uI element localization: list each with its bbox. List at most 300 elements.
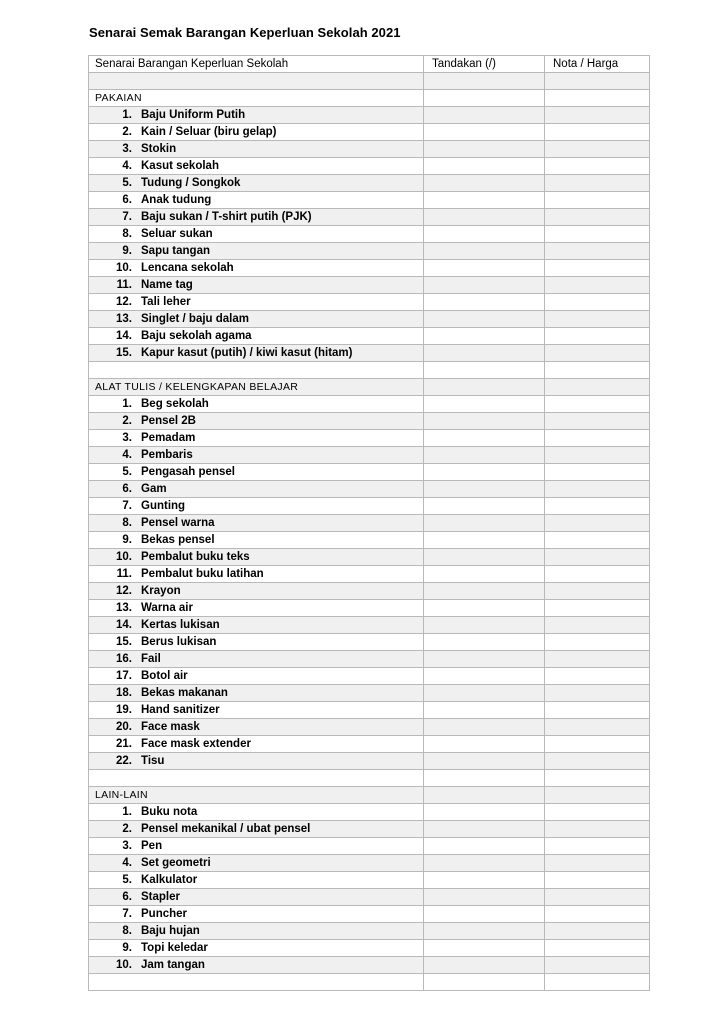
item-row (89, 260, 650, 277)
notes-cell[interactable] (545, 855, 650, 872)
check-cell[interactable] (424, 685, 545, 702)
check-cell[interactable] (424, 447, 545, 464)
item-row (89, 107, 650, 124)
item-number: 5. (122, 466, 132, 478)
item-row (89, 855, 650, 872)
check-cell[interactable] (424, 277, 545, 294)
item-number: 6. (122, 194, 132, 206)
item-number: 7. (122, 500, 132, 512)
item-row (89, 940, 650, 957)
item-number: 4. (122, 449, 132, 461)
notes-cell[interactable] (545, 583, 650, 600)
item-number: 22. (116, 755, 132, 767)
item-label: Gam (141, 483, 167, 495)
item-number: 6. (122, 483, 132, 495)
item-row (89, 158, 650, 175)
item-label: Set geometri (141, 857, 211, 869)
item-cell (89, 957, 424, 974)
notes-cell[interactable] (545, 804, 650, 821)
notes-cell[interactable] (545, 617, 650, 634)
item-number: 6. (122, 891, 132, 903)
item-cell (89, 328, 424, 345)
notes-cell[interactable] (545, 549, 650, 566)
check-cell[interactable] (424, 889, 545, 906)
check-cell[interactable] (424, 158, 545, 175)
check-cell[interactable] (424, 141, 545, 158)
item-number: 14. (116, 619, 132, 631)
item-row (89, 498, 650, 515)
check-cell (424, 787, 545, 804)
check-cell[interactable] (424, 804, 545, 821)
item-row (89, 889, 650, 906)
item-number: 12. (116, 296, 132, 308)
item-row (89, 566, 650, 583)
item-row (89, 736, 650, 753)
item-row (89, 413, 650, 430)
item-row (89, 617, 650, 634)
item-cell (89, 566, 424, 583)
check-cell[interactable] (424, 906, 545, 923)
item-cell (89, 464, 424, 481)
item-cell (89, 124, 424, 141)
item-label: Berus lukisan (141, 636, 217, 648)
item-label: Bekas pensel (141, 534, 215, 546)
item-cell (89, 719, 424, 736)
notes-cell[interactable] (545, 141, 650, 158)
notes-cell[interactable] (545, 923, 650, 940)
notes-cell[interactable] (545, 906, 650, 923)
notes-cell[interactable] (545, 158, 650, 175)
item-number: 2. (122, 126, 132, 138)
notes-cell[interactable] (545, 736, 650, 753)
notes-cell[interactable] (545, 192, 650, 209)
notes-cell[interactable] (545, 685, 650, 702)
item-label: Puncher (141, 908, 188, 920)
notes-cell[interactable] (545, 634, 650, 651)
item-number: 10. (116, 959, 132, 971)
check-cell[interactable] (424, 260, 545, 277)
item-number: 11. (116, 279, 132, 291)
check-cell[interactable] (424, 753, 545, 770)
item-number: 7. (122, 211, 132, 223)
item-row (89, 277, 650, 294)
check-cell[interactable] (424, 600, 545, 617)
check-cell[interactable] (424, 311, 545, 328)
check-cell[interactable] (424, 413, 545, 430)
item-label: Pensel warna (141, 517, 215, 529)
notes-cell[interactable] (545, 566, 650, 583)
item-cell (89, 141, 424, 158)
item-row (89, 311, 650, 328)
notes-cell[interactable] (545, 872, 650, 889)
table-header-row (89, 56, 650, 73)
item-number: 5. (122, 874, 132, 886)
item-number: 19. (116, 704, 132, 716)
item-row (89, 481, 650, 498)
item-number: 10. (116, 262, 132, 274)
check-cell[interactable] (424, 498, 545, 515)
item-row (89, 243, 650, 260)
item-label: Hand sanitizer (141, 704, 220, 716)
item-label: Warna air (141, 602, 193, 614)
item-number: 7. (122, 908, 132, 920)
item-row (89, 651, 650, 668)
check-cell (424, 90, 545, 107)
notes-cell[interactable] (545, 209, 650, 226)
spacer-cell (89, 73, 424, 90)
item-label: Face mask extender (141, 738, 251, 750)
item-label: Baju sukan / T-shirt putih (PJK) (141, 211, 312, 223)
item-row (89, 838, 650, 855)
spacer-cell (89, 362, 424, 379)
notes-cell[interactable] (545, 294, 650, 311)
notes-cell[interactable] (545, 328, 650, 345)
item-cell (89, 226, 424, 243)
item-label: Pembalut buku teks (141, 551, 250, 563)
item-label: Tisu (141, 755, 165, 767)
item-number: 13. (116, 313, 132, 325)
item-label: Topi keledar (141, 942, 208, 954)
spacer-cell (545, 362, 650, 379)
header-check: Tandakan (/) (424, 56, 545, 73)
check-cell[interactable] (424, 226, 545, 243)
item-cell (89, 430, 424, 447)
notes-cell[interactable] (545, 668, 650, 685)
item-label: Krayon (141, 585, 181, 597)
check-cell[interactable] (424, 345, 545, 362)
item-row (89, 209, 650, 226)
notes-cell[interactable] (545, 345, 650, 362)
item-number: 3. (122, 840, 132, 852)
item-cell (89, 685, 424, 702)
section-row (89, 90, 650, 107)
check-cell[interactable] (424, 328, 545, 345)
item-label: Face mask (141, 721, 200, 733)
item-row (89, 804, 650, 821)
spacer-row (89, 73, 650, 90)
item-row (89, 600, 650, 617)
item-label: Baju sekolah agama (141, 330, 252, 342)
notes-cell (545, 379, 650, 396)
item-row (89, 226, 650, 243)
item-label: Beg sekolah (141, 398, 209, 410)
item-number: 15. (116, 347, 132, 359)
check-cell[interactable] (424, 481, 545, 498)
item-row (89, 294, 650, 311)
item-number: 3. (122, 432, 132, 444)
spacer-cell (545, 770, 650, 787)
check-cell[interactable] (424, 923, 545, 940)
notes-cell[interactable] (545, 481, 650, 498)
item-number: 8. (122, 228, 132, 240)
item-label: Stapler (141, 891, 180, 903)
check-cell[interactable] (424, 838, 545, 855)
checklist-body (89, 56, 650, 991)
item-cell (89, 855, 424, 872)
check-cell[interactable] (424, 549, 545, 566)
item-cell (89, 923, 424, 940)
item-label: Bekas makanan (141, 687, 228, 699)
notes-cell[interactable] (545, 498, 650, 515)
check-cell[interactable] (424, 209, 545, 226)
item-number: 5. (122, 177, 132, 189)
item-number: 17. (116, 670, 132, 682)
item-number: 1. (122, 109, 132, 121)
item-row (89, 464, 650, 481)
item-label: Pengasah pensel (141, 466, 235, 478)
item-cell (89, 311, 424, 328)
item-cell (89, 804, 424, 821)
notes-cell[interactable] (545, 447, 650, 464)
item-number: 4. (122, 857, 132, 869)
spacer-cell (424, 974, 545, 991)
check-cell[interactable] (424, 617, 545, 634)
item-row (89, 634, 650, 651)
check-cell[interactable] (424, 736, 545, 753)
notes-cell[interactable] (545, 430, 650, 447)
item-label: Anak tudung (141, 194, 212, 206)
item-cell (89, 753, 424, 770)
check-cell[interactable] (424, 872, 545, 889)
check-cell[interactable] (424, 107, 545, 124)
item-label: Botol air (141, 670, 188, 682)
notes-cell[interactable] (545, 600, 650, 617)
item-label: Tudung / Songkok (141, 177, 241, 189)
item-cell (89, 617, 424, 634)
item-label: Tali leher (141, 296, 191, 308)
item-number: 9. (122, 245, 132, 257)
notes-cell[interactable] (545, 175, 650, 192)
check-cell[interactable] (424, 702, 545, 719)
item-cell (89, 277, 424, 294)
item-cell (89, 192, 424, 209)
item-label: Kapur kasut (putih) / kiwi kasut (hitam) (141, 347, 353, 359)
notes-cell[interactable] (545, 243, 650, 260)
item-number: 8. (122, 517, 132, 529)
notes-cell[interactable] (545, 396, 650, 413)
check-cell[interactable] (424, 566, 545, 583)
item-cell (89, 481, 424, 498)
item-label: Pensel mekanikal / ubat pensel (141, 823, 311, 835)
check-cell[interactable] (424, 719, 545, 736)
spacer-cell (89, 974, 424, 991)
item-number: 13. (116, 602, 132, 614)
item-cell (89, 906, 424, 923)
item-label: Buku nota (141, 806, 198, 818)
item-number: 20. (116, 721, 132, 733)
check-cell[interactable] (424, 515, 545, 532)
item-row (89, 702, 650, 719)
check-cell[interactable] (424, 634, 545, 651)
item-cell (89, 158, 424, 175)
item-cell (89, 294, 424, 311)
item-label: Kalkulator (141, 874, 198, 886)
item-number: 10. (116, 551, 132, 563)
item-cell (89, 634, 424, 651)
check-cell[interactable] (424, 940, 545, 957)
spacer-row (89, 362, 650, 379)
item-cell (89, 107, 424, 124)
item-row (89, 872, 650, 889)
checklist-table (88, 55, 650, 991)
item-cell (89, 549, 424, 566)
item-label: Jam tangan (141, 959, 205, 971)
item-number: 3. (122, 143, 132, 155)
item-row (89, 345, 650, 362)
item-label: Gunting (141, 500, 186, 512)
item-row (89, 668, 650, 685)
check-cell[interactable] (424, 668, 545, 685)
item-number: 8. (122, 925, 132, 937)
item-label: Seluar sukan (141, 228, 213, 240)
item-cell (89, 872, 424, 889)
notes-cell[interactable] (545, 719, 650, 736)
item-cell (89, 209, 424, 226)
item-cell (89, 838, 424, 855)
item-label: Name tag (141, 279, 193, 291)
item-cell (89, 260, 424, 277)
item-row (89, 685, 650, 702)
item-label: Pemadam (141, 432, 196, 444)
item-label: Baju hujan (141, 925, 200, 937)
spacer-cell (424, 770, 545, 787)
item-cell (89, 889, 424, 906)
notes-cell[interactable] (545, 889, 650, 906)
item-label: Lencana sekolah (141, 262, 234, 274)
item-number: 11. (116, 568, 132, 580)
item-row (89, 923, 650, 940)
notes-cell[interactable] (545, 107, 650, 124)
item-cell (89, 583, 424, 600)
item-number: 12. (116, 585, 132, 597)
spacer-cell (424, 362, 545, 379)
item-cell (89, 396, 424, 413)
notes-cell[interactable] (545, 532, 650, 549)
notes-cell[interactable] (545, 413, 650, 430)
item-label: Pensel 2B (141, 415, 196, 427)
item-label: Singlet / baju dalam (141, 313, 249, 325)
item-row (89, 328, 650, 345)
notes-cell[interactable] (545, 702, 650, 719)
check-cell[interactable] (424, 430, 545, 447)
notes-cell[interactable] (545, 753, 650, 770)
notes-cell[interactable] (545, 124, 650, 141)
check-cell[interactable] (424, 821, 545, 838)
item-row (89, 124, 650, 141)
item-row (89, 532, 650, 549)
item-row (89, 821, 650, 838)
item-label: Kertas lukisan (141, 619, 220, 631)
item-cell (89, 498, 424, 515)
item-row (89, 175, 650, 192)
item-row (89, 583, 650, 600)
notes-cell[interactable] (545, 838, 650, 855)
item-row (89, 549, 650, 566)
spacer-cell (424, 73, 545, 90)
header-notes: Nota / Harga (545, 56, 650, 73)
notes-cell[interactable] (545, 311, 650, 328)
item-cell (89, 821, 424, 838)
notes-cell[interactable] (545, 651, 650, 668)
check-cell[interactable] (424, 464, 545, 481)
item-row (89, 906, 650, 923)
item-row (89, 447, 650, 464)
check-cell[interactable] (424, 124, 545, 141)
item-cell (89, 532, 424, 549)
item-label: Pembalut buku latihan (141, 568, 264, 580)
item-row (89, 753, 650, 770)
header-items: Senarai Barangan Keperluan Sekolah (89, 56, 424, 73)
check-cell[interactable] (424, 294, 545, 311)
check-cell[interactable] (424, 855, 545, 872)
check-cell (424, 379, 545, 396)
notes-cell (545, 787, 650, 804)
check-cell[interactable] (424, 532, 545, 549)
item-number: 18. (116, 687, 132, 699)
check-cell[interactable] (424, 651, 545, 668)
item-row (89, 515, 650, 532)
item-number: 1. (122, 806, 132, 818)
check-cell[interactable] (424, 396, 545, 413)
item-row (89, 957, 650, 974)
item-row (89, 719, 650, 736)
item-label: Fail (141, 653, 161, 665)
item-cell (89, 243, 424, 260)
item-row (89, 192, 650, 209)
item-label: Sapu tangan (141, 245, 211, 257)
notes-cell[interactable] (545, 957, 650, 974)
item-row (89, 396, 650, 413)
check-cell[interactable] (424, 175, 545, 192)
notes-cell[interactable] (545, 940, 650, 957)
item-label: Stokin (141, 143, 177, 155)
item-cell (89, 345, 424, 362)
section-heading: LAIN-LAIN (89, 787, 424, 804)
notes-cell[interactable] (545, 260, 650, 277)
item-number: 15. (116, 636, 132, 648)
notes-cell[interactable] (545, 821, 650, 838)
item-cell (89, 447, 424, 464)
notes-cell (545, 90, 650, 107)
spacer-row (89, 974, 650, 991)
item-label: Pembaris (141, 449, 193, 461)
spacer-cell (545, 974, 650, 991)
notes-cell[interactable] (545, 277, 650, 294)
item-number: 14. (116, 330, 132, 342)
item-label: Kasut sekolah (141, 160, 219, 172)
item-cell (89, 940, 424, 957)
check-cell[interactable] (424, 243, 545, 260)
notes-cell[interactable] (545, 226, 650, 243)
section-row (89, 379, 650, 396)
check-cell[interactable] (424, 957, 545, 974)
item-cell (89, 175, 424, 192)
item-cell (89, 413, 424, 430)
item-cell (89, 651, 424, 668)
item-number: 9. (122, 942, 132, 954)
item-number: 21. (116, 738, 132, 750)
item-label: Pen (141, 840, 163, 852)
section-heading: ALAT TULIS / KELENGKAPAN BELAJAR (89, 379, 424, 396)
section-heading: PAKAIAN (89, 90, 424, 107)
notes-cell[interactable] (545, 464, 650, 481)
check-cell[interactable] (424, 192, 545, 209)
section-row (89, 787, 650, 804)
check-cell[interactable] (424, 583, 545, 600)
notes-cell[interactable] (545, 515, 650, 532)
item-number: 2. (122, 823, 132, 835)
spacer-cell (89, 770, 424, 787)
